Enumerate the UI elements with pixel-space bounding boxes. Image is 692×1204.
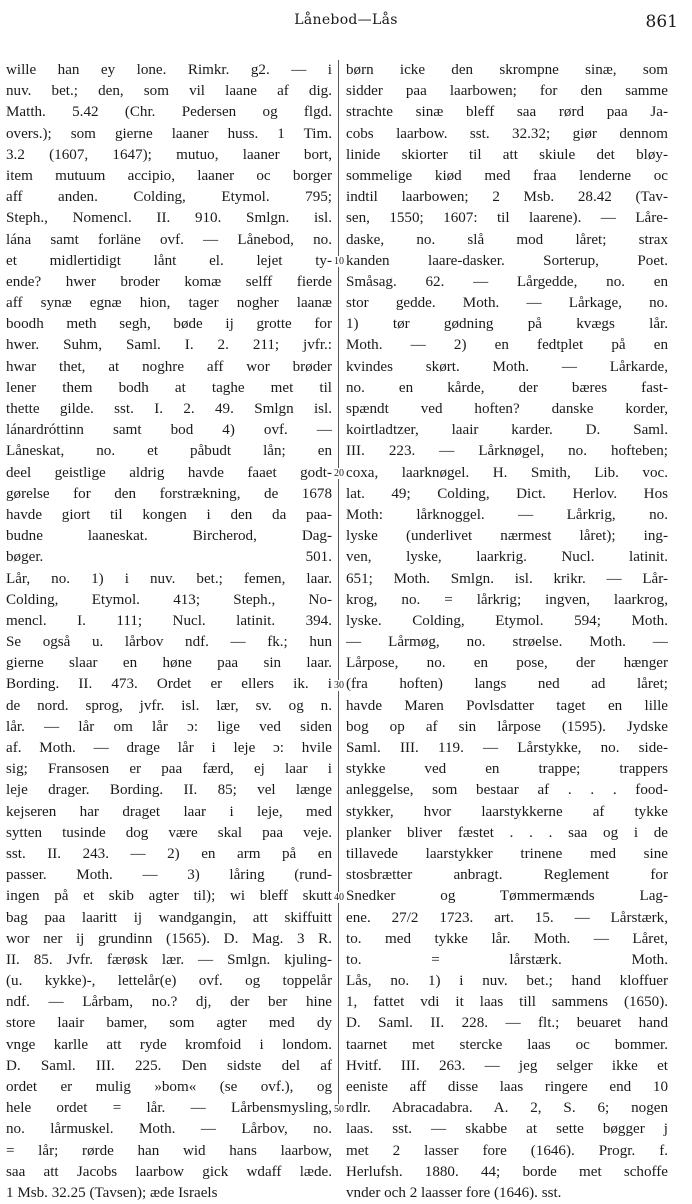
text-line: tillavede laarstykker trinene med sine [346,845,668,862]
text-line: no. lårmuskel. Moth. — Lårbov, no. [6,1121,332,1138]
text-line: spændt ved hoften? danske korder, [346,401,668,417]
text-line: hwar thet, at noghre aff wor brøder [6,358,332,375]
text-line: bag paa laaritt ij wandgangin, att skiffuitt [6,909,332,926]
text-line: Saml. III. 119. — Lårstykke, no. side- [346,740,668,756]
text-line: bog op af sin lårpose (1595). Jydske [346,718,668,735]
text-line: ene. 27/2 1723. art. 15. — Lårstærk, [346,909,668,926]
text-line: — Lårmøg, no. strøelse. Moth. — [346,634,668,651]
text-line: hele ordet = lår. — Lårbensmysling, [6,1100,332,1117]
text-line: daske, no. slå mod låret; strax [346,231,668,248]
text-line: lår. — lår om lår ɔ: lige ved siden [6,718,332,735]
text-line: ndf. — Lårbam, no.? dj, der ber hine [6,994,332,1011]
text-line: rdlr. Abracadabra. A. 2, S. 6; nogen [346,1100,668,1117]
line-number: 50 [334,1103,344,1115]
text-line: coxa, laarknøgel. H. Smith, Lib. voc. [346,464,668,481]
text-line: thette gilde. sst. I. 2. 49. Smlgn isl. [6,401,332,417]
text-line: Moth: lårknoggel. — Lårkrig, no. [346,506,668,523]
text-line: Lås, no. 1) i nuv. bet.; hand kloffuer [346,973,668,990]
text-line: Lår, no. 1) i nuv. bet.; femen, laar. [6,570,332,587]
text-line: no. en kårde, der bæres fast- [346,379,668,396]
text-line: leje drager. Bording. II. 85; vel længe [6,782,332,799]
text-line: anleggelse, som bestaar af . . . food- [346,782,668,799]
text-line: børn icke den skrompne sinæ, som [346,62,668,78]
text-line: to. = lårstærk. Moth. [346,951,668,968]
text-line: bøger. 501. [6,549,332,566]
text-line: planker bliver fæstet . . . saa og i de [346,824,668,841]
text-line: overs.); som gierne laaner huss. 1 Tim. [6,125,332,142]
line-number: 30 [334,679,344,691]
text-line: = lår; rørde han wid hans laarbow, [6,1142,332,1159]
text-line: Se også u. lårbov ndf. — fk.; hun [6,634,332,651]
text-line: passer. Moth. — 3) låring (rund- [6,867,332,884]
text-line: laas. sst. — skabbe at sette bøgger j [346,1121,668,1138]
text-line: lener them bodh at taghe met til [6,379,332,396]
text-line: Moth. — 2) en fedtplet på en [346,337,668,354]
text-line: wor ner ij grundinn (1565). D. Mag. 3 R. [6,930,332,947]
column-divider [338,60,339,1112]
text-line: stykke ved en trappe; trappers [346,761,668,778]
text-line: hwer. Suhm, Saml. I. 2. 211; jvfr.: [6,337,332,354]
text-line: sen, 1550; 1607: til laarene). — Låre- [346,210,668,227]
text-line: lánardróttinn samt bod 4) ovf. — [6,422,332,439]
text-line: lána samt forläne ovf. — Lånebod, no. [6,231,332,248]
running-head: Lånebod—Lås [294,12,398,28]
text-line: Småsag. 62. — Lårgedde, no. en [346,273,668,290]
text-line: kejseren har draget laar i leje, med [6,803,332,820]
text-line: havde Maren Povlsdatter taget en lille [346,697,668,714]
text-line: vnder och 2 laasser fore (1646). sst. [346,1184,562,1201]
text-line: vnge karlle att ryde kromfoid i londom. [6,1036,332,1053]
text-line: II. 85. Jvfr. færøsk lær. — Smlgn. kjuling- [6,951,332,968]
page-number: 861 [645,12,678,32]
text-line: koirtladtzer, laair karder. D. Saml. [346,422,668,439]
text-line: ende? hwer broder komæ selff fierde [6,273,332,290]
text-line: ven, lyske, laarkrig. Nucl. latinit. [346,549,668,566]
line-number: 20 [334,467,344,479]
text-line: Bording. II. 473. Ordet er ellers ik. i [6,676,332,693]
text-line: Matth. 5.42 (Chr. Pedersen og flgd. [6,104,332,121]
text-line: boodh meth segh, bøde ij grotte for [6,316,332,333]
text-line: Herlufsh. 1880. 44; borde met schoffe [346,1163,668,1180]
text-line: Låneskat, no. et påbudt lån; en [6,443,332,460]
text-line: et midlertidigt lånt el. lejet ty- [6,252,332,269]
text-line: 651; Moth. Smlgn. isl. krikr. — Lår- [346,570,668,587]
right-column [346,60,668,1204]
page-header [0,12,692,36]
text-line: linide skiorter til att skiule det bløy- [346,146,668,163]
text-line: nuv. bet.; den, som vil laane af dig. [6,83,332,100]
text-line: aff synæ egnæ hion, tager nogher laanæ [6,295,332,312]
text-line: stosbrætter anbragt. Reglement for [346,867,668,884]
text-line: 3.2 (1607, 1647); mutuo, laaner bort, [6,146,332,163]
text-line: sommelige kiød med fraa lenderne oc [346,167,668,184]
text-line: Hvitf. III. 263. — jeg selger ikke et [346,1057,668,1074]
text-line: kanden laare-dasker. Sorterup, Poet. [346,252,668,269]
text-line: budne laaneskat. Bircherod, Dag- [6,528,332,545]
text-line: krog, no. = lårkrig; ingven, laarkrog, [346,591,668,608]
text-line: gierne slaar en høne paa sin laar. [6,655,332,672]
text-line: lyske. Colding, Etymol. 594; Moth. [346,612,668,629]
text-line: af. Moth. — drage lår i leje ɔ: hvile [6,740,332,756]
text-line: lyske (underlivet nærmest låret); ing- [346,528,668,545]
text-line: 1 Msb. 32.25 (Tavsen); æde Israels [6,1184,218,1201]
text-line: deel geistlige aldrig havde faaet godt- [6,464,332,481]
text-line: de nord. sprog, jvfr. isl. lær, sv. og n. [6,697,332,714]
text-line: (fra hoften) langs ned ad låret; [346,676,668,693]
text-line: Steph., Nomencl. II. 910. Smlgn. isl. [6,210,332,227]
text-line: stykker, hvor laarstykkerne af tykke [346,803,668,820]
text-line: gørelse for den forstrækning, de 1678 [6,485,332,502]
text-line: aff anden. Colding, Etymol. 795; [6,189,332,206]
text-line: havde giort til kongen i den da paa- [6,506,332,523]
text-line: Snedker og Tømmermænds Lag- [346,888,668,905]
text-line: sidder paa laarbowen; for den samme [346,83,668,100]
line-number: 10 [334,255,344,267]
text-line: cobs laarbow. sst. 32.32; giør dennom [346,125,668,142]
text-line: III. 223. — Lårknøgel, no. hofteben; [346,443,668,460]
text-line: Lårpose, no. en pose, der hænger [346,655,668,672]
text-line: (u. kykke)-, lettelår(e) ovf. og toppelår [6,973,332,990]
text-line: sytten tusinde dog være skal paa veje. [6,824,332,841]
text-line: ingen på et skib agter til); wi bleff skutt [6,888,332,905]
text-line: mencl. I. 111; Nucl. latinit. 394. [6,612,332,629]
text-line: stor gedde. Moth. — Lårkage, no. [346,295,668,312]
text-line: D. Saml. II. 228. — flt.; beuaret hand [346,1015,668,1032]
text-line: saa att Jacobs laarbow gick wdaff læde. [6,1163,332,1180]
text-line: sig; Fransosen er paa færd, ej laar i [6,761,332,778]
line-number: 40 [334,891,344,903]
left-column [6,60,332,1204]
text-line: to. med tykke lår. Moth. — Låret, [346,930,668,947]
text-line: store laair bamer, som agter med dy [6,1015,332,1032]
text-line: taarnet met stercke laas oc bommer. [346,1036,668,1053]
text-line: wille han ey lone. Rimkr. g2. — i [6,62,332,78]
text-line: 1) tør gødning på kvægs lår. [346,316,668,333]
text-line: 1, fattet vdi it laas till sammens (1650). [346,994,668,1011]
text-line: met 2 lasser fore (1646). Progr. f. [346,1142,668,1159]
text-line: strachte sinæ bleff saa rørd paa Ja- [346,104,668,121]
text-line: item mutuum accipio, laaner oc borger [6,167,332,184]
text-line: sst. II. 243. — 2) en arm på en [6,845,332,862]
text-line: eeniste aff disse laas ringere end 10 [346,1079,668,1095]
text-line: kvindes skørt. Moth. — Lårkarde, [346,358,668,375]
text-line: D. Saml. III. 225. Den sidste del af [6,1057,332,1074]
text-line: indtil laarbowen; 2 Msb. 28.42 (Tav- [346,189,668,206]
text-line: lat. 49; Colding, Dict. Herlov. Hos [346,485,668,502]
text-line: ordet er mulig »bom« (se ovf.), og [6,1079,332,1095]
text-line: Colding, Etymol. 413; Steph., No- [6,591,332,608]
